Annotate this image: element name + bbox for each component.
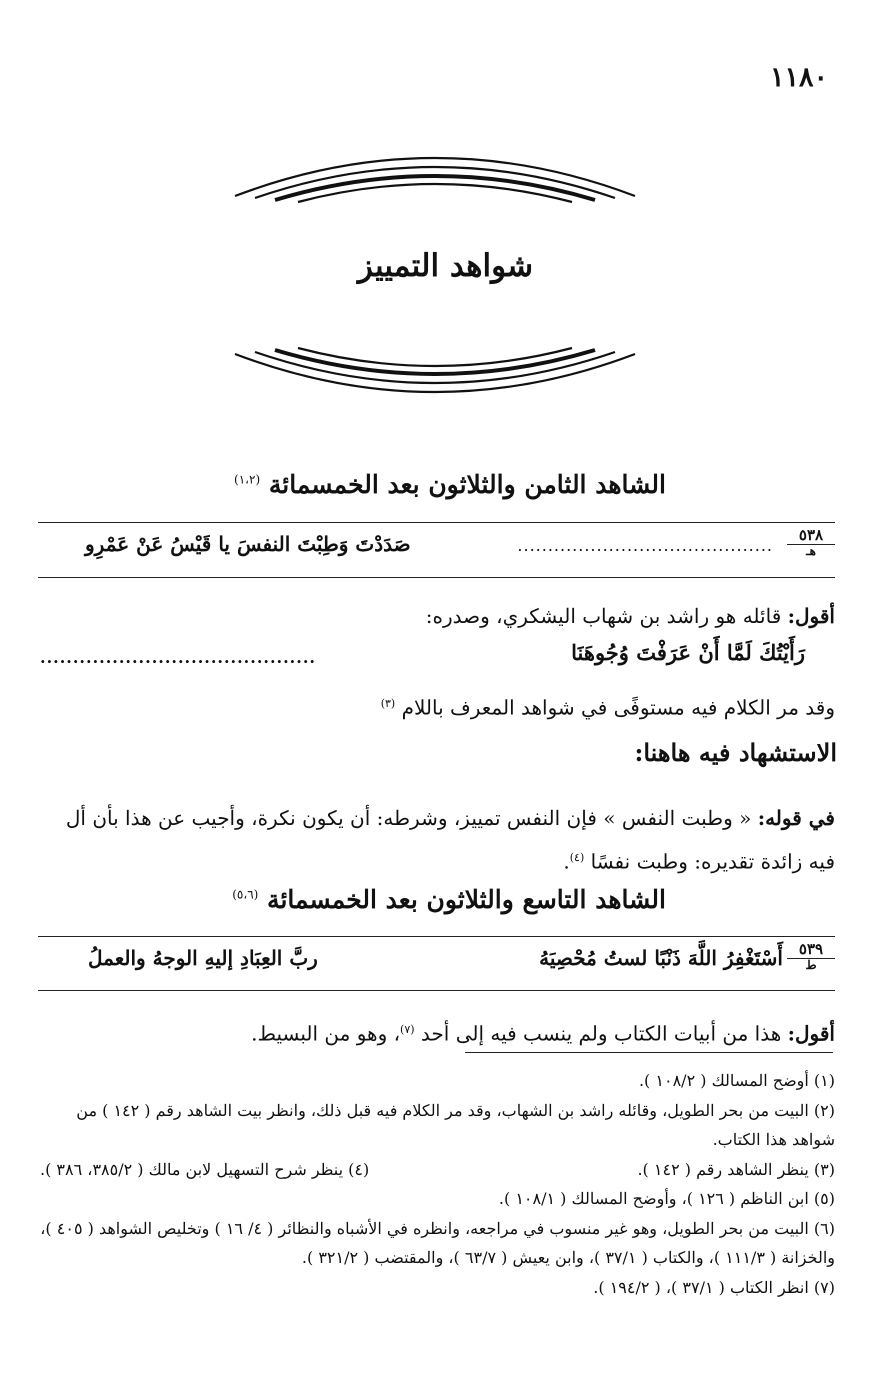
footnote-4: (٤) ينظر شرح التسهيل لابن مالك ( ٣٨٥/٢، ٣٨٦ ).	[40, 1159, 370, 1179]
verse-538	[40, 526, 835, 570]
paragraph-text: أقول: قائله هو راشد بن شهاب اليشكري، وصدره:	[425, 604, 835, 628]
paragraph-lead: أقول:	[787, 1021, 835, 1046]
footnote-ref: (٣)	[380, 697, 396, 710]
paragraph-text: وقد مر الكلام فيه مستوفًى في شواهد المعرف باللام	[401, 695, 835, 720]
quoted-verse	[40, 640, 805, 665]
paragraph-text-end: ، وهو من البسيط.	[251, 1021, 401, 1046]
footnote-3: (٣) ينظر الشاهد رقم ( ١٤٢ ).	[637, 1159, 835, 1179]
divider	[38, 577, 835, 578]
paragraph-source	[40, 1010, 835, 1054]
footnote-6: (٦) البيت من بحر الطويل، وهو غير منسوب في مراجعه، وانظره في الأشباه والنظائر ( ٤/ ١٦ ) وتخليص الشواهد ( ٤٠٥ )، والخزانة ( ١١١/٣ )، والكتاب ( ٣٧/١ )، وابن يعيش ( ٦٣/٧ )، والمقتضب ( ٣٢١/٢ ).	[40, 1218, 835, 1267]
section-heading-text: الشاهد التاسع والثلاثون بعد الخمسمائة	[267, 885, 666, 914]
footnote-7: (٧) انظر الكتاب ( ٣٧/١ )، ( ١٩٤/٢ ).	[593, 1277, 835, 1297]
verse-meter-mark: هـ	[806, 544, 816, 558]
heading-footnote-ref: (١،٢)	[234, 472, 261, 487]
hemistich-dots: ..........................................	[517, 536, 773, 555]
ornament-top	[230, 140, 640, 210]
paragraph-explanation: في قوله: « وطبت النفس » فإن النفس تمييز، وشرطه: أن يكون نكرة، وأجيب عن هذا بأن أل فيه زائدة تقديره: وطبت نفسًا $^{(٤)}$.	[65, 806, 835, 874]
verse-number	[787, 940, 835, 972]
verse-number-value: ٥٣٨	[787, 526, 835, 545]
footnote-ref: (٧)	[400, 1023, 415, 1036]
ornament-bottom	[230, 344, 640, 414]
hemistich-first: أَسْتَغْفِرُ اللَّهَ ذَنْبًا لستُ مُحْصِيَهُ	[539, 946, 783, 970]
hemistich-second: صَدَدْتَ وَطِبْتَ النفسَ يا قَيْسُ عَنْ عَمْرِو	[85, 532, 411, 556]
verse-meter-mark: ط	[805, 958, 817, 972]
paragraph-lead: في قوله:	[757, 806, 835, 830]
heading-footnote-ref: (٥،٦)	[232, 887, 259, 902]
paragraph-text: في قوله: « وطبت النفس » فإن النفس تمييز، وشرطه: أن يكون نكرة، وأجيب عن هذا بأن أل فيه زائدة تقديره: وطبت نفسًا	[65, 806, 835, 874]
divider	[38, 990, 835, 991]
footnote-5: (٥) ابن الناظم ( ١٢٦ )، وأوضح المسالك ( ١٠٨/١ ).	[498, 1189, 835, 1208]
section-heading-text: الشاهد الثامن والثلاثون بعد الخمسمائة	[268, 470, 666, 499]
chapter-title: شواهد التمييز	[357, 248, 534, 284]
footnote-2: (٢) البيت من بحر الطويل، وقائله راشد بن الشهاب، وقد مر الكلام فيه قبل ذلك، وانظر بيت الشاهد رقم ( ١٤٢ ) من شواهد هذا الكتاب.	[76, 1100, 835, 1149]
quoted-verse-text: رَأَيْتُكَ لَمَّا أَنْ عَرَفْتَ وُجُوهَنَا	[571, 640, 805, 665]
paragraph-attribution	[40, 596, 835, 636]
paragraph-lead: أقول:	[787, 604, 835, 628]
section-heading-538	[60, 470, 666, 499]
verse-number-value: ٥٣٩	[787, 940, 835, 959]
page-number: ١١٨٠	[770, 62, 829, 93]
footnotes	[40, 1066, 835, 1302]
divider	[38, 522, 835, 523]
footnote-ref: (٤)	[569, 851, 585, 864]
footnote-separator	[465, 1052, 833, 1053]
quoted-verse-dots: ..........................................	[40, 648, 316, 667]
subheading-istishhad: الاستشهاد فيه هاهنا:	[634, 738, 837, 767]
verse-539	[40, 940, 835, 984]
footnote-1: (١) أوضح المسالك ( ١٠٨/٢ ).	[638, 1071, 835, 1090]
section-heading-539	[60, 885, 666, 914]
footnote-row	[40, 1155, 835, 1185]
divider	[38, 936, 835, 937]
verse-number	[787, 526, 835, 558]
paragraph-text: أقول: هذا من أبيات الكتاب ولم ينسب فيه إلى أحد	[420, 1021, 835, 1046]
hemistich-second: ربَّ العِبَادِ إليهِ الوجهُ والعملُ	[88, 946, 318, 970]
paragraph-reference	[40, 684, 835, 728]
